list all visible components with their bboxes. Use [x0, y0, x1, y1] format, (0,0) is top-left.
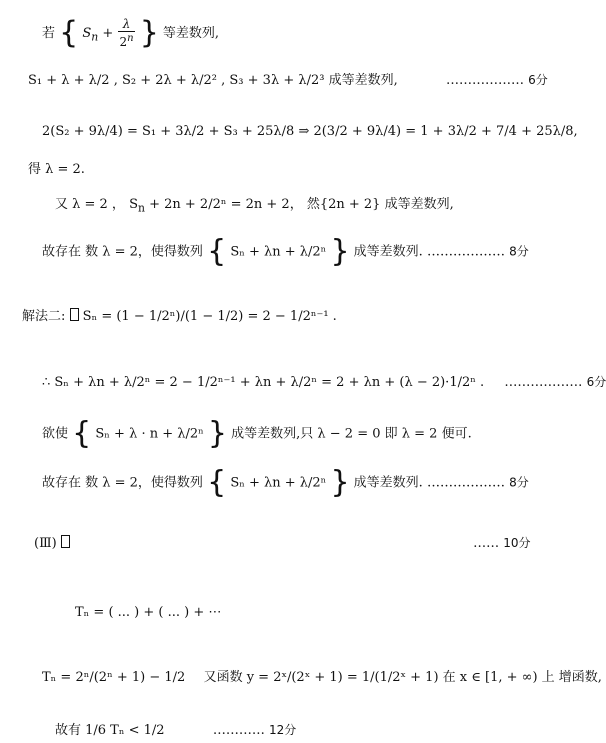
left-brace: { — [72, 416, 92, 451]
dots: ……………… — [504, 375, 583, 390]
score: 10分 — [503, 536, 531, 550]
text: Sₙ = (1 − 1/2ⁿ)/(1 − 1/2) = 2 − 1/2ⁿ⁻¹ . — [82, 309, 337, 324]
score: 6分 — [528, 73, 548, 87]
text: S₁ + λ + λ/2 , S₂ + 2λ + λ/2² , S₃ + 3λ + λ/2³ 成等差数列, — [28, 73, 398, 88]
text: 得 λ = 2. — [28, 162, 85, 177]
text: 成等差数列. — [353, 244, 423, 260]
left-brace: { — [207, 465, 227, 500]
label: (Ⅲ) — [34, 536, 57, 551]
score: 8分 — [509, 244, 529, 259]
text: 成等差数列. — [353, 475, 423, 491]
text: 2(S₂ + 9λ/4) = S₁ + 3λ/2 + S₃ + 25λ/8 ⇒ 2(3/2 + 9λ/4) = 1 + 3λ/2 + 7/4 + 25λ/8, — [42, 124, 578, 139]
math-s: S — [82, 26, 92, 41]
line-9 — [42, 416, 472, 451]
dots: ……………… — [426, 475, 505, 491]
line-11 — [34, 535, 531, 552]
right-brace: } — [330, 234, 350, 269]
line-12 — [75, 605, 221, 621]
text: 成等差数列,只 λ − 2 = 0 即 λ = 2 便可. — [231, 426, 472, 442]
line-2 — [28, 72, 548, 89]
line-8 — [42, 374, 606, 391]
text: + 2n + 2/2ⁿ = 2n + 2， 然{2n + 2} 成等差数列, — [144, 197, 454, 212]
score: 6分 — [586, 375, 606, 389]
box-glyph — [61, 535, 70, 548]
right-brace: } — [207, 416, 227, 451]
line-10 — [42, 465, 529, 500]
left-brace: { — [59, 15, 79, 51]
text: Tₙ = ( ... ) + ( ... ) + ⋯ — [75, 605, 222, 620]
math-op: + — [102, 26, 118, 41]
text: Tₙ = 2ⁿ/(2ⁿ + 1) − 1/2 — [42, 670, 186, 685]
dots: ………… — [212, 723, 265, 738]
text: 又函数 y = 2ˣ/(2ˣ + 1) = 1/(1/2ˣ + 1) 在 x ∈ [1, + ∞) 上 增函数, — [203, 670, 602, 685]
line-4 — [28, 162, 85, 178]
sequence: Sₙ + λn + λ/2ⁿ — [230, 244, 327, 260]
box-glyph — [70, 308, 79, 321]
sequence: Sₙ + λ · n + λ/2ⁿ — [95, 426, 204, 442]
dots: ……………… — [446, 73, 524, 88]
text: ∴ Sₙ + λn + λ/2ⁿ = 2 − 1/2ⁿ⁻¹ + λn + λ/2ⁿ = 2 + λn + (λ − 2)·1/2ⁿ . — [42, 375, 485, 390]
math-sub: n — [91, 30, 99, 44]
dots: ……………… — [426, 244, 505, 260]
text: 若 — [42, 26, 56, 41]
exponent: n — [127, 33, 134, 44]
text: 故存在 数 λ = 2，使得数列 — [42, 475, 203, 491]
line-14 — [55, 722, 296, 739]
text: 等差数列, — [162, 26, 220, 41]
text: 又 λ = 2 ， S — [55, 197, 138, 212]
line-13 — [42, 670, 602, 686]
dots: …… — [473, 536, 500, 551]
text: 故有 1/6 Tₙ < 1/2 — [55, 723, 165, 738]
numerator: λ — [122, 17, 131, 31]
line-6 — [42, 234, 529, 269]
denominator: 2 — [119, 35, 128, 49]
line-1 — [42, 15, 220, 51]
line-7 — [22, 308, 337, 325]
line-3 — [42, 124, 578, 140]
right-brace: } — [139, 15, 159, 51]
fraction — [118, 18, 134, 49]
right-brace: } — [330, 465, 350, 500]
label: 解法二: — [22, 309, 66, 324]
text: 故存在 数 λ = 2，使得数列 — [42, 244, 203, 260]
score: 8分 — [509, 475, 529, 490]
line-5: 又 λ = 2 ， $S_n + 2n + 2/2^n = 2n + 2$， 然{2n + 2} 成等差数列, — [55, 197, 454, 215]
score: 12分 — [268, 723, 297, 737]
text: 欲使 — [42, 426, 69, 442]
left-brace: { — [207, 234, 227, 269]
sequence: Sₙ + λn + λ/2ⁿ — [230, 475, 327, 491]
